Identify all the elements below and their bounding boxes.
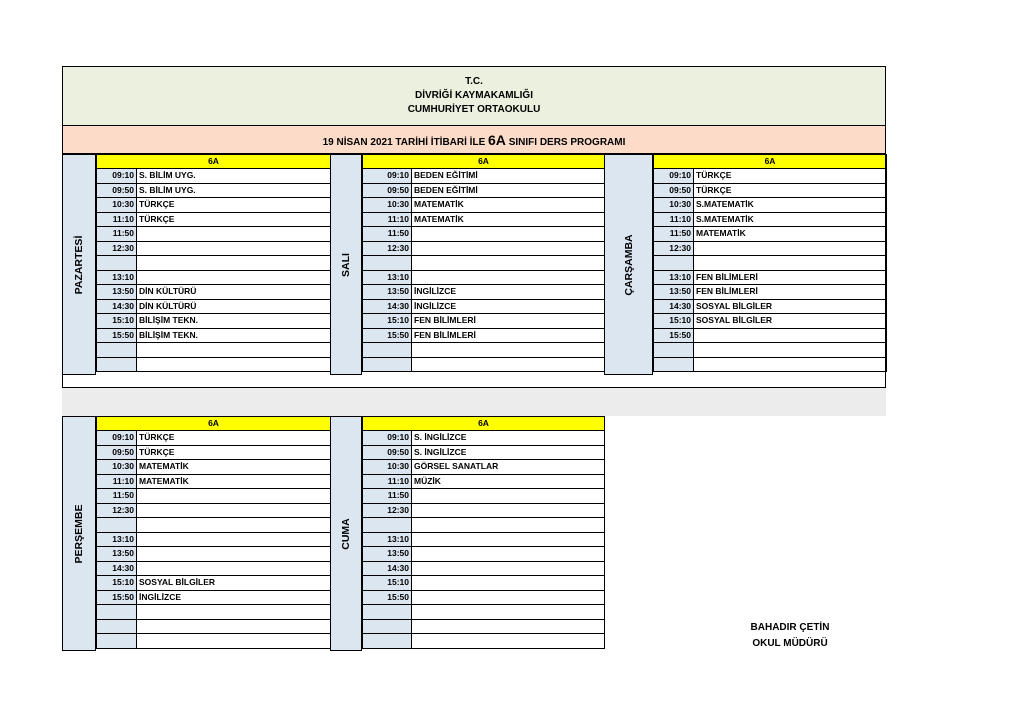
lesson-time: 10:30 [97,460,137,475]
table-row [654,357,887,372]
lesson-name: BİLİŞİM TEKN. [137,328,331,343]
lesson-name: S. İNGİLİZCE [412,445,605,460]
lesson-name: İNGİLİZCE [412,285,605,300]
table-row [363,503,605,518]
table-row [363,590,605,605]
table-row [97,634,331,649]
principal-signature [730,620,850,652]
table-row [654,183,887,198]
lesson-name [412,489,605,504]
lesson-name: SOSYAL BİLGİLER [137,576,331,591]
lesson-name [694,343,887,358]
class-header: 6A [97,155,331,169]
lesson-name: S. İNGİLİZCE [412,431,605,446]
lesson-time: 13:10 [363,270,412,285]
lesson-time [363,256,412,271]
table-row [97,183,331,198]
lesson-time: 09:50 [97,445,137,460]
table-row [97,605,331,620]
table-row [97,590,331,605]
lesson-name [412,270,605,285]
lesson-time: 13:50 [97,547,137,562]
lesson-name [137,241,331,256]
table-row [97,328,331,343]
table-row [363,227,605,242]
lesson-name [412,547,605,562]
lesson-name: TÜRKÇE [694,169,887,184]
lesson-time: 15:50 [654,328,694,343]
lesson-time [654,357,694,372]
lesson-time: 09:10 [97,169,137,184]
lesson-name [694,256,887,271]
lesson-name: FEN BİLİMLERİ [412,314,605,329]
lesson-name [412,256,605,271]
lesson-name: FEN BİLİMLERİ [694,270,887,285]
lesson-name: İNGİLİZCE [412,299,605,314]
lesson-name: S.MATEMATİK [694,212,887,227]
table-row [97,169,331,184]
lesson-name [137,503,331,518]
lesson-name: MATEMATİK [694,227,887,242]
table-row [363,328,605,343]
table-row [97,227,331,242]
table-row [97,241,331,256]
lesson-name: TÜRKÇE [137,198,331,213]
lesson-name: FEN BİLİMLERİ [412,328,605,343]
table-row [654,343,887,358]
lesson-name [412,619,605,634]
table-row [654,299,887,314]
table-row [363,460,605,475]
lesson-name [412,590,605,605]
lesson-name [137,619,331,634]
table-row [97,489,331,504]
lesson-name [137,532,331,547]
lesson-name: S. BİLİM UYG. [137,183,331,198]
table-row [97,474,331,489]
lesson-name [137,605,331,620]
lesson-time: 11:10 [363,212,412,227]
table-row [363,270,605,285]
lesson-time [97,619,137,634]
schedule-title-prefix: 19 NİSAN 2021 TARİHİ İTİBARİ İLE [322,137,489,148]
lesson-time: 09:50 [363,445,412,460]
lesson-time: 15:50 [97,328,137,343]
lesson-time [363,343,412,358]
lesson-time: 12:30 [654,241,694,256]
lesson-name: FEN BİLİMLERİ [694,285,887,300]
lesson-name: BEDEN EĞİTİMİ [412,169,605,184]
lesson-time: 13:10 [654,270,694,285]
table-row [97,532,331,547]
table-row [363,532,605,547]
lesson-name [694,241,887,256]
lesson-name [137,634,331,649]
lesson-name [412,634,605,649]
table-row [97,460,331,475]
table-row [363,576,605,591]
table-row [97,270,331,285]
table-row [97,212,331,227]
lesson-time: 11:50 [97,489,137,504]
lesson-time: 11:50 [97,227,137,242]
lesson-name: BİLİŞİM TEKN. [137,314,331,329]
class-header: 6A [363,155,605,169]
table-row [97,518,331,533]
table-row [97,256,331,271]
lesson-name: TÜRKÇE [137,212,331,227]
lesson-time: 10:30 [363,198,412,213]
lesson-time: 15:10 [97,314,137,329]
table-row [363,634,605,649]
schedule-table [653,154,887,372]
lesson-name: MATEMATİK [412,212,605,227]
table-row [363,489,605,504]
table-row [97,561,331,576]
lesson-name [412,241,605,256]
lesson-time: 11:50 [654,227,694,242]
lesson-time [363,357,412,372]
lesson-name: İNGİLİZCE [137,590,331,605]
lesson-name: S.MATEMATİK [694,198,887,213]
lesson-name [412,576,605,591]
lesson-time [363,605,412,620]
lesson-time [97,357,137,372]
lesson-name [412,518,605,533]
lesson-time: 15:10 [363,314,412,329]
schedule-title-class: 6A [488,132,506,148]
lesson-time: 15:10 [654,314,694,329]
lesson-name [137,270,331,285]
lesson-time: 09:50 [654,183,694,198]
lesson-time [654,256,694,271]
table-row [363,605,605,620]
table-row [97,619,331,634]
day-name: ÇARŞAMBA [622,233,635,296]
lesson-time: 11:50 [363,489,412,504]
table-row [363,285,605,300]
schedule-table [362,416,605,649]
table-row [363,212,605,227]
lesson-time [97,518,137,533]
lesson-time: 11:10 [363,474,412,489]
lesson-time: 09:10 [363,169,412,184]
lesson-name [412,357,605,372]
lesson-name: MATEMATİK [137,460,331,475]
lesson-name: SOSYAL BİLGİLER [694,299,887,314]
table-row [654,241,887,256]
lesson-name [137,518,331,533]
table-row [97,285,331,300]
lesson-name: DİN KÜLTÜRÜ [137,285,331,300]
lesson-time: 12:30 [363,241,412,256]
school-header [62,66,886,126]
table-row [363,183,605,198]
table-row [363,256,605,271]
lesson-name: SOSYAL BİLGİLER [694,314,887,329]
lesson-time [97,605,137,620]
table-row [654,270,887,285]
lesson-time: 14:30 [97,561,137,576]
table-row [363,198,605,213]
table-row [97,357,331,372]
lesson-time: 11:10 [654,212,694,227]
lesson-time: 09:10 [654,169,694,184]
lesson-time: 14:30 [363,299,412,314]
table-row [654,256,887,271]
lesson-time [363,518,412,533]
table-row [363,343,605,358]
lesson-time: 14:30 [97,299,137,314]
lesson-name [412,227,605,242]
day-name: CUMA [340,517,352,550]
schedule-title [62,126,886,154]
principal-title: OKUL MÜDÜRÜ [752,638,828,649]
lesson-name [694,357,887,372]
lesson-time: 14:30 [363,561,412,576]
header-line-tc: T.C. [465,76,483,87]
day-name: SALI [340,252,352,277]
table-row [654,285,887,300]
lesson-name: TÜRKÇE [137,445,331,460]
lesson-time: 15:10 [97,576,137,591]
day-label-cell [330,416,362,651]
table-row [654,198,887,213]
table-row [97,299,331,314]
lesson-name [412,532,605,547]
lesson-time: 13:10 [97,270,137,285]
lesson-time [363,619,412,634]
lesson-time: 13:50 [363,285,412,300]
table-row [97,314,331,329]
table-row [363,547,605,562]
table-row [97,445,331,460]
lesson-name [412,343,605,358]
table-row [97,198,331,213]
table-row [97,576,331,591]
table-row [363,357,605,372]
table-row [363,518,605,533]
table-row [654,314,887,329]
table-row [363,474,605,489]
day-label-cell [62,416,96,651]
day-label-cell [604,154,653,375]
table-row [97,547,331,562]
class-header: 6A [654,155,887,169]
lesson-name [137,227,331,242]
lesson-time [97,634,137,649]
day-label-cell [62,154,96,375]
header-line-district: DİVRİĞİ KAYMAKAMLIĞI [415,90,533,101]
lesson-time: 15:50 [363,328,412,343]
lesson-time: 15:50 [97,590,137,605]
table-row [654,227,887,242]
lesson-name: S. BİLİM UYG. [137,169,331,184]
lesson-name [412,503,605,518]
table-row [363,299,605,314]
lesson-name: MATEMATİK [137,474,331,489]
lesson-time: 11:10 [97,212,137,227]
schedule-table [96,416,331,649]
lesson-time: 13:50 [363,547,412,562]
lesson-time: 11:50 [363,227,412,242]
schedule-title-suffix: SINIFI DERS PROGRAMI [505,137,626,148]
lesson-name [137,561,331,576]
principal-name: BAHADIR ÇETİN [750,622,830,633]
lesson-name [137,489,331,504]
table-row [363,431,605,446]
lesson-time: 10:30 [97,198,137,213]
lesson-time: 11:10 [97,474,137,489]
lesson-name [137,547,331,562]
table-row [97,503,331,518]
class-header: 6A [97,417,331,431]
lesson-name: DİN KÜLTÜRÜ [137,299,331,314]
lesson-time: 09:10 [97,431,137,446]
lesson-name [412,561,605,576]
lesson-time: 10:30 [654,198,694,213]
table-row [363,241,605,256]
table-row [363,314,605,329]
lesson-name: MATEMATİK [412,198,605,213]
schedule-table [362,154,605,372]
lesson-time: 12:30 [97,241,137,256]
lesson-name: MÜZİK [412,474,605,489]
lesson-time [97,256,137,271]
lesson-name [137,256,331,271]
lesson-name: TÜRKÇE [694,183,887,198]
day-name: PAZARTESİ [73,235,85,294]
lesson-time: 12:30 [97,503,137,518]
lesson-time: 14:30 [654,299,694,314]
lesson-time: 15:10 [363,576,412,591]
lesson-name: BEDEN EĞİTİMİ [412,183,605,198]
class-header: 6A [363,417,605,431]
table-row [97,431,331,446]
lesson-time: 12:30 [363,503,412,518]
lesson-name [137,357,331,372]
table-row [363,561,605,576]
table-row [654,212,887,227]
lesson-time [363,634,412,649]
lesson-time: 09:50 [97,183,137,198]
lesson-time [97,343,137,358]
lesson-time [654,343,694,358]
table-row [363,445,605,460]
lesson-time: 09:10 [363,431,412,446]
lesson-time: 09:50 [363,183,412,198]
lesson-name [694,328,887,343]
lesson-time: 13:50 [97,285,137,300]
day-label-cell [330,154,362,375]
lesson-time: 15:50 [363,590,412,605]
lesson-time: 13:10 [363,532,412,547]
table-row [363,619,605,634]
lesson-name: GÖRSEL SANATLAR [412,460,605,475]
table-row [97,343,331,358]
table-row [363,169,605,184]
lesson-name [412,605,605,620]
schedule-table [96,154,331,372]
lesson-name: TÜRKÇE [137,431,331,446]
lesson-name [137,343,331,358]
lesson-time: 10:30 [363,460,412,475]
lesson-time: 13:10 [97,532,137,547]
lesson-time: 13:50 [654,285,694,300]
table-row [654,169,887,184]
day-name: PERŞEMBE [73,504,85,563]
table-row [654,328,887,343]
header-line-school: CUMHURİYET ORTAOKULU [407,104,541,115]
separator-band [62,388,886,416]
